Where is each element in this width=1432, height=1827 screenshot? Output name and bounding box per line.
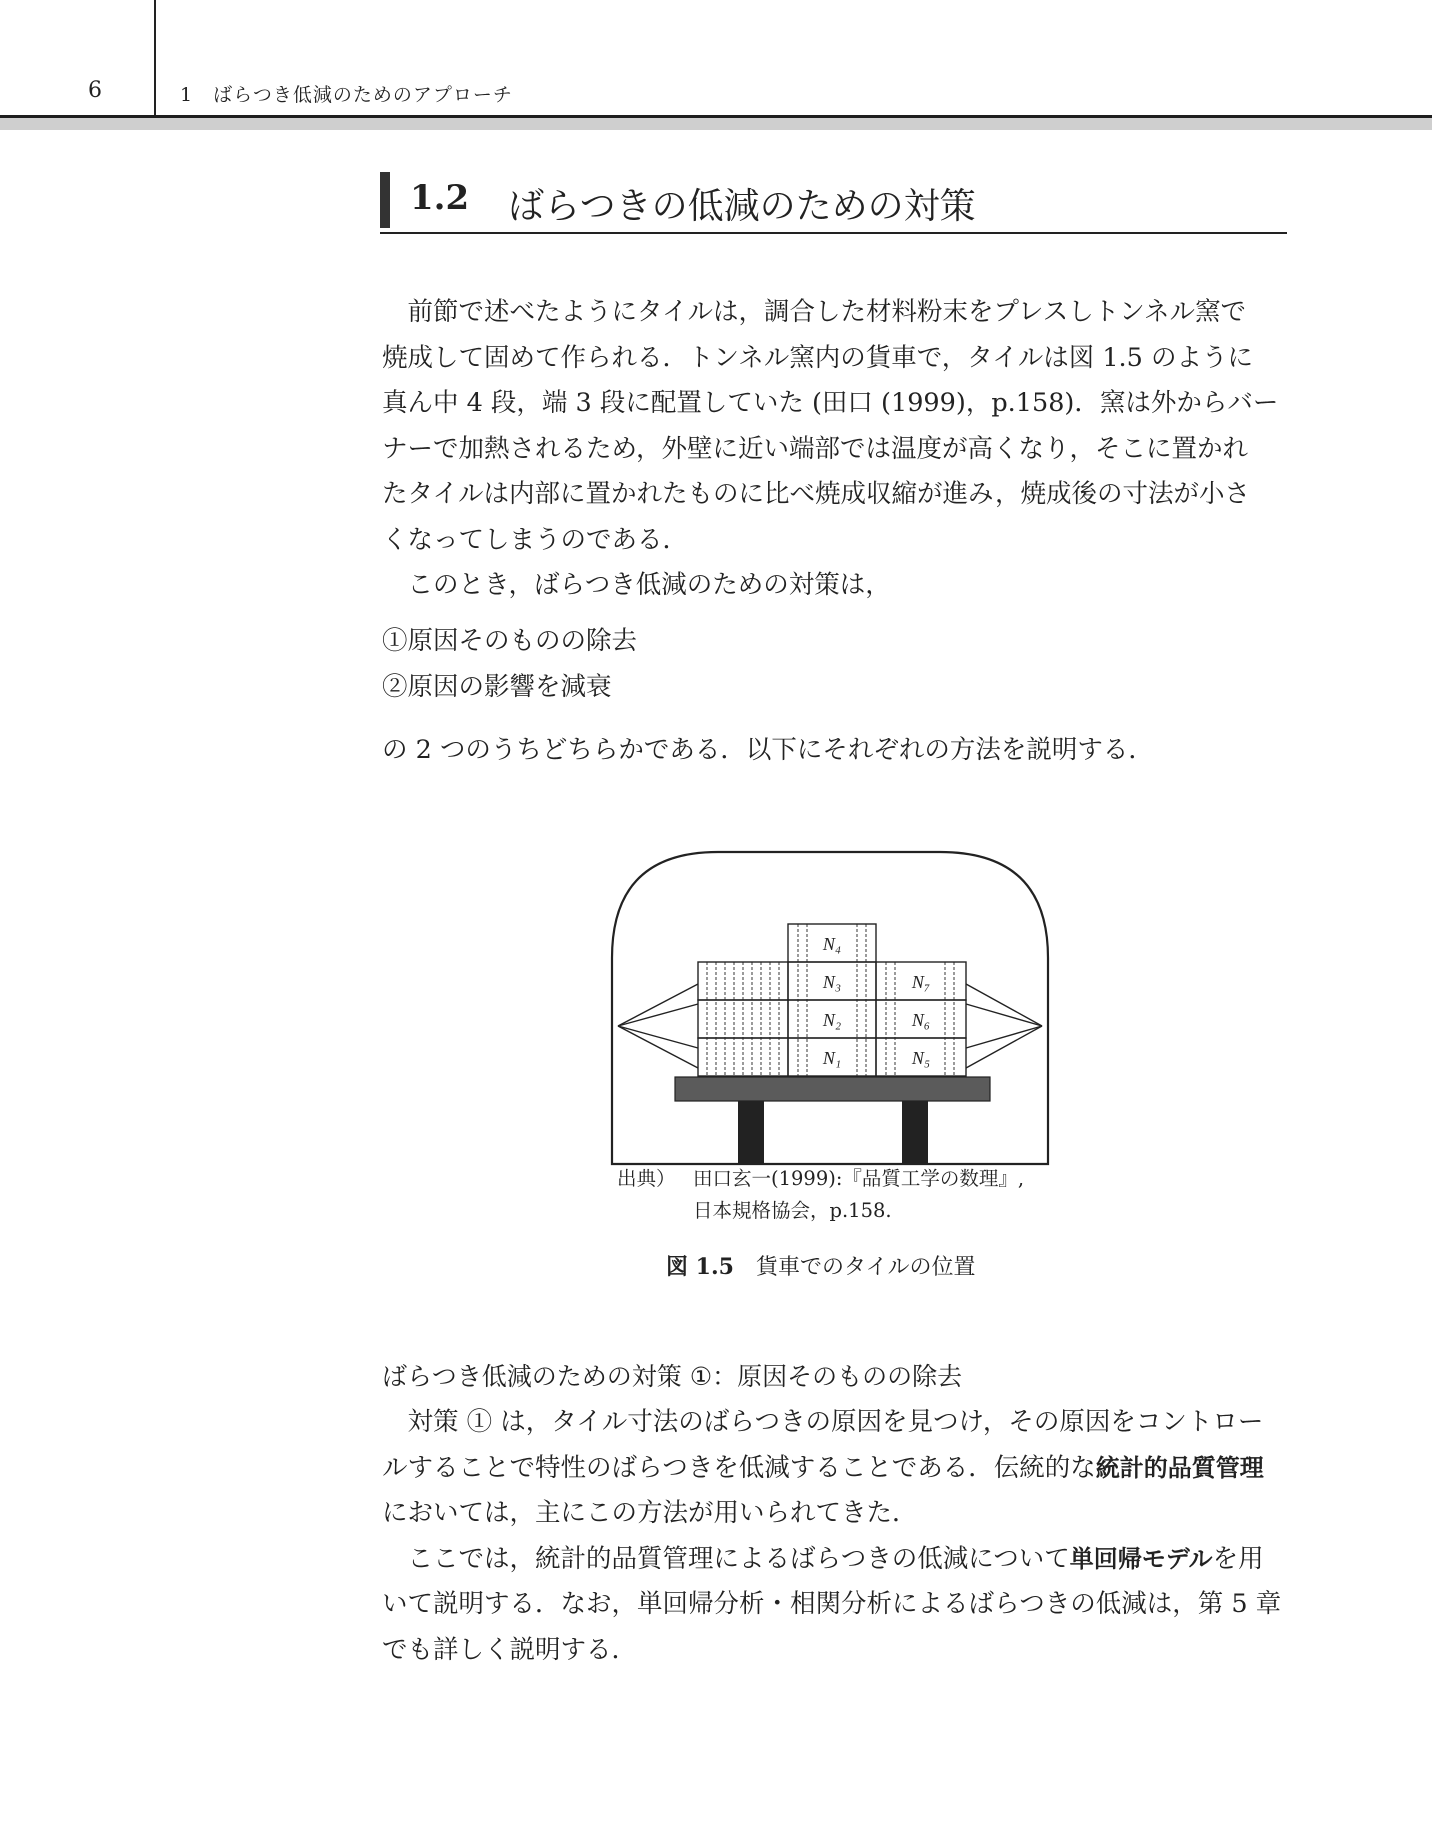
tile-label-n4: N₄ bbox=[822, 934, 842, 954]
intro-paragraph-3: の 2 つのうちどちらかである．以下にそれぞれの方法を説明する． bbox=[382, 735, 1154, 765]
burner-right bbox=[966, 984, 1042, 1068]
text-span: 対策 ① は，タイル寸法のばらつきの原因を見つけ，その原因をコントロールすることで特性のばらつきを低減することである．伝統的な bbox=[382, 1407, 1264, 1483]
text-line: 真ん中 4 段，端 3 段に配置していた (田口 (1999)，p.158)．窯は外からバー bbox=[382, 388, 1279, 418]
list-item: ②原因の影響を減衰 bbox=[382, 671, 612, 702]
text-span: ここでは，統計的品質管理によるばらつきの低減について bbox=[407, 1543, 1070, 1574]
kiln-car-deck bbox=[675, 1077, 990, 1101]
header-band bbox=[0, 118, 1432, 130]
subsection-body bbox=[382, 1400, 1286, 1673]
text-span: においては，主にこの方法が用いられてきた． bbox=[382, 1498, 918, 1528]
section-number: 1.2 bbox=[410, 178, 470, 218]
text-line: ナーで加熱されるため，外壁に近い端部では温度が高くなり，そこに置かれ bbox=[382, 433, 1248, 464]
page-header bbox=[0, 0, 1432, 132]
source-label: 出典） bbox=[617, 1167, 676, 1190]
section-heading bbox=[380, 170, 1287, 234]
source-line-1: 田口玄一(1999):『品質工学の数理』, bbox=[693, 1167, 1025, 1190]
text-span: を用いて説明する．なお，単回帰分析・相関分析によるばらつきの低減は，第 5 章でも詳しく説明する． bbox=[382, 1543, 1282, 1665]
term-statistical-quality-control: 統計的品質管理 bbox=[1095, 1453, 1264, 1482]
subsection-paragraph-2 bbox=[382, 1537, 1286, 1674]
caption-text: 貨車でのタイルの位置 bbox=[755, 1255, 976, 1280]
tile-stack-left bbox=[698, 962, 788, 1076]
term-simple-regression-model: 単回帰モデル bbox=[1069, 1544, 1213, 1573]
tile-label-n2: N₂ bbox=[822, 1010, 842, 1030]
text-line: たタイルは内部に置かれたものに比べ焼成収縮が進み，焼成後の寸法が小さ bbox=[382, 479, 1251, 509]
figure-caption bbox=[666, 1250, 976, 1281]
section-title: ばらつきの低減のための対策 bbox=[508, 186, 976, 227]
subsection-heading: ばらつき低減のための対策 ①：原因そのものの除去 bbox=[382, 1362, 963, 1391]
running-head: 1 ばらつき低減のためのアプローチ bbox=[180, 84, 513, 106]
countermeasure-list bbox=[382, 619, 1286, 710]
tile-label-n3: N₃ bbox=[822, 972, 842, 992]
intro-paragraph-2: このとき，ばらつき低減のための対策は， bbox=[407, 570, 891, 600]
caption-label: 図 1.5 bbox=[666, 1254, 734, 1280]
tile-label-n5: N₅ bbox=[911, 1048, 931, 1068]
burner-left bbox=[618, 984, 698, 1068]
tile-label-n7: N₇ bbox=[911, 972, 931, 992]
text-line: 焼成して固めて作られる．トンネル窯内の貨車で，タイルは図 1.5 のように bbox=[382, 342, 1253, 373]
intro-paragraph bbox=[382, 290, 1286, 609]
tile-label-n6: N₆ bbox=[911, 1010, 931, 1030]
text-line: くなってしまうのである． bbox=[382, 524, 689, 555]
tile-label-n1: N₁ bbox=[822, 1048, 842, 1068]
kiln-car-leg-right bbox=[902, 1101, 928, 1164]
section-marker bbox=[380, 172, 390, 228]
figure-source bbox=[617, 1163, 1024, 1227]
kiln-outline bbox=[612, 852, 1048, 1164]
subsection-paragraph-1 bbox=[382, 1400, 1286, 1537]
source-line-2: 日本規格協会，p.158. bbox=[693, 1199, 892, 1222]
text-line: 前節で述べたようにタイルは，調合した材料粉末をプレスしトンネル窯で bbox=[407, 297, 1246, 327]
kiln-car-leg-left bbox=[738, 1101, 764, 1164]
header-divider bbox=[154, 0, 156, 116]
page-number: 6 bbox=[88, 78, 102, 103]
list-item: ①原因そのものの除去 bbox=[382, 626, 638, 656]
